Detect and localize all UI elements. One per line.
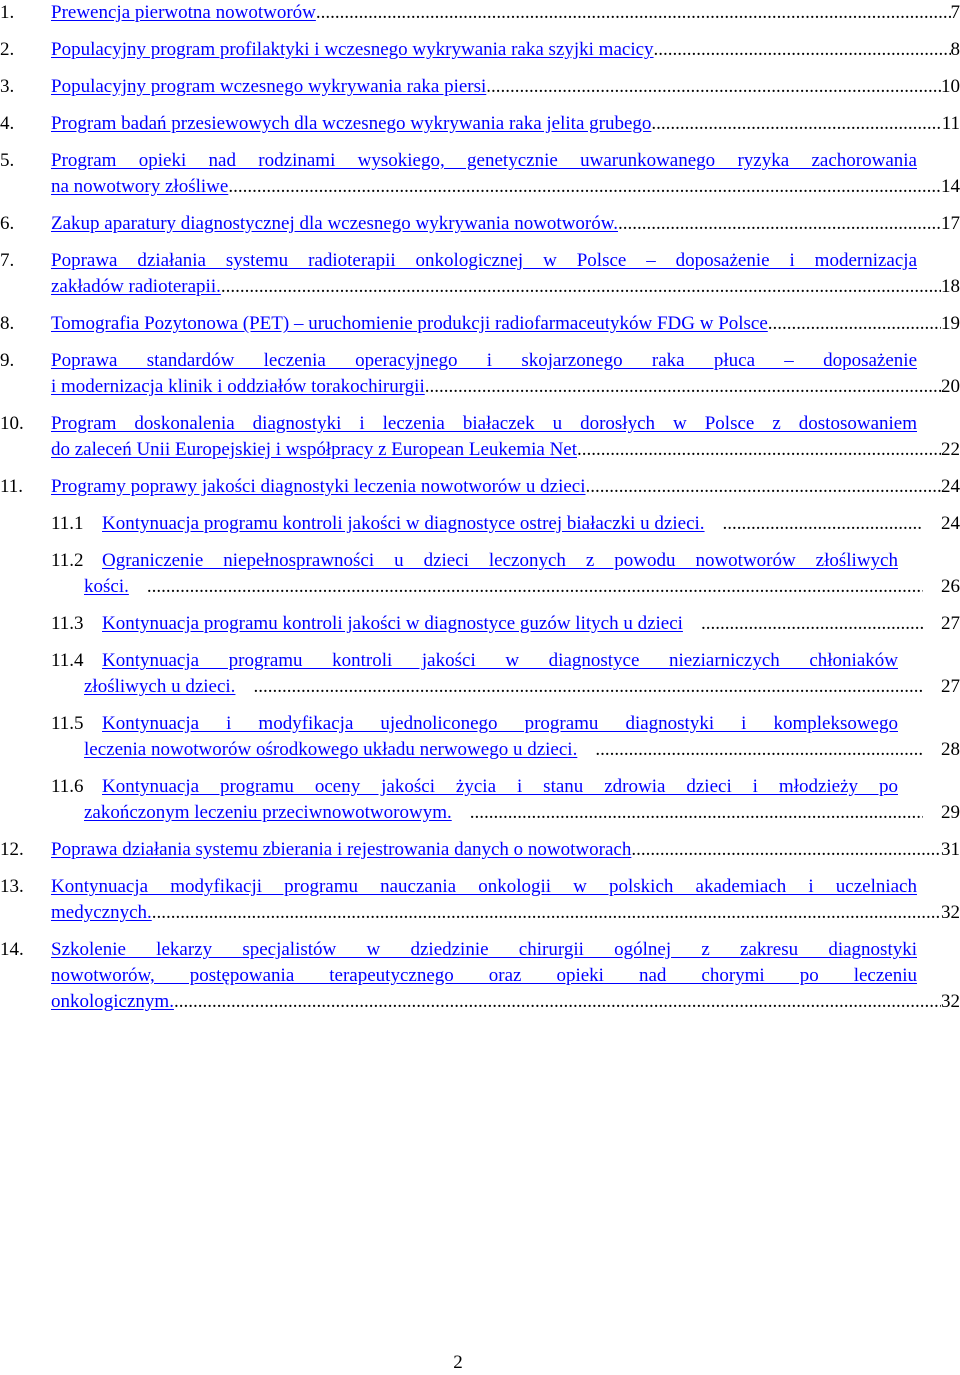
dot-leader	[129, 574, 923, 600]
toc-entry-number: 11.3	[51, 613, 84, 634]
toc-entry-number: 10.	[0, 413, 24, 434]
dot-leader	[651, 111, 941, 137]
dot-leader	[316, 0, 951, 26]
toc-entry-number: 4.	[0, 113, 15, 134]
toc-entry-link[interactable]: Kontynuacja programu kontroli jakości w diagnostyce nieziarniczych chłoniaków	[102, 650, 898, 671]
toc-entry-number: 9.	[0, 350, 15, 371]
toc-entry-link[interactable]: medycznych.	[51, 902, 152, 923]
dot-leader	[654, 37, 951, 63]
toc-page-number: 28	[941, 739, 960, 760]
toc-entry-link[interactable]: i modernizacja klinik i oddziałów torakochirurgii	[51, 376, 425, 397]
toc-entry-link[interactable]: zakładów radioterapii.	[51, 276, 221, 297]
toc-entry-link[interactable]: Zakup aparatury diagnostycznej dla wczesnego wykrywania nowotworów.	[51, 213, 618, 234]
toc-entry-number: 7.	[0, 250, 15, 271]
toc-entry-number: 11.4	[51, 650, 84, 671]
toc-page-number: 17	[941, 213, 960, 234]
toc-entry-number: 11.5	[51, 713, 84, 734]
toc-entry-link[interactable]: kości.	[84, 576, 129, 597]
page-number: 2	[453, 1352, 463, 1373]
toc-page-number: 11	[941, 113, 960, 134]
toc-entry-link[interactable]: onkologicznym.	[51, 991, 174, 1012]
toc-page-number: 7	[950, 2, 960, 23]
toc-entry-link[interactable]: Program doskonalenia diagnostyki i leczenia białaczek u dorosłych w Polsce z dostosowaniem	[51, 413, 917, 434]
dot-leader	[577, 437, 941, 463]
dot-leader	[228, 174, 941, 200]
toc-entry-number: 11.2	[51, 550, 84, 571]
toc-entry-link[interactable]: Kontynuacja programu kontroli jakości w diagnostyce guzów litych u dzieci	[102, 613, 683, 634]
toc-entry-number: 6.	[0, 213, 15, 234]
toc-entry-number: 11.	[0, 476, 24, 497]
dot-leader	[235, 674, 923, 700]
toc-entry-number: 5.	[0, 150, 15, 171]
dot-leader	[768, 311, 941, 337]
dot-leader	[452, 800, 923, 826]
toc-entry-link[interactable]: Poprawa działania systemu zbierania i rejestrowania danych o nowotworach	[51, 839, 632, 860]
toc-entry-number: 11.1	[51, 513, 84, 534]
toc-page-number: 22	[941, 439, 960, 460]
toc-page-number: 24	[941, 513, 960, 534]
toc-entry-link[interactable]: Poprawa standardów leczenia operacyjnego i skojarzonego raka płuca – doposażenie	[51, 350, 917, 371]
toc-entry-link[interactable]: Kontynuacja modyfikacji programu nauczania onkologii w polskich akademiach i uczelniach	[51, 876, 917, 897]
toc-entry-link[interactable]: Programy poprawy jakości diagnostyki leczenia nowotworów u dzieci	[51, 476, 586, 497]
toc-page-number: 10	[941, 76, 960, 97]
toc-page-number: 14	[941, 176, 960, 197]
toc-entry-link[interactable]: Tomografia Pozytonowa (PET) – uruchomienie produkcji radiofarmaceutyków FDG w Polsce	[51, 313, 768, 334]
dot-leader	[152, 900, 941, 926]
toc-entry-link[interactable]: na nowotwory złośliwe	[51, 176, 229, 197]
toc-page-number: 27	[941, 613, 960, 634]
toc-entry-link[interactable]: Kontynuacja programu oceny jakości życia i stanu zdrowia dzieci i młodzieży po	[102, 776, 898, 797]
toc-entry-number: 13.	[0, 876, 24, 897]
dot-leader	[174, 989, 941, 1015]
toc-entry-number: 12.	[0, 839, 24, 860]
toc-page-number: 18	[941, 276, 960, 297]
toc-page-number: 24	[941, 476, 960, 497]
toc-entry-link[interactable]: Poprawa działania systemu radioterapii onkologicznej w Polsce – doposażenie i modernizacja	[51, 250, 917, 271]
toc-entry-number: 3.	[0, 76, 15, 97]
toc-entry-link[interactable]: nowotworów, postępowania terapeutycznego oraz opieki nad chorymi po leczeniu	[51, 965, 917, 986]
toc-entry-link[interactable]: leczenia nowotworów ośrodkowego układu nerwowego u dzieci.	[84, 739, 578, 760]
dot-leader	[486, 74, 941, 100]
toc-entry-number: 14.	[0, 939, 24, 960]
toc-page-number: 32	[941, 902, 960, 923]
toc-entry-link[interactable]: złośliwych u dzieci.	[84, 676, 236, 697]
toc-page-number: 32	[941, 991, 960, 1012]
toc-entry-link[interactable]: Populacyjny program profilaktyki i wczesnego wykrywania raka szyjki macicy	[51, 39, 654, 60]
dot-leader	[705, 511, 923, 537]
toc-page-number: 8	[950, 39, 960, 60]
toc-page-number: 19	[941, 313, 960, 334]
toc-entry-link[interactable]: Ograniczenie niepełnosprawności u dzieci leczonych z powodu nowotworów złośliwych	[102, 550, 898, 571]
toc-entry-link[interactable]: zakończonym leczeniu przeciwnowotworowym.	[84, 802, 452, 823]
toc-page-number: 31	[941, 839, 960, 860]
toc-entry-link[interactable]: do zaleceń Unii Europejskiej i współpracy z European Leukemia Net	[51, 439, 577, 460]
toc-page-number: 27	[941, 676, 960, 697]
dot-leader	[631, 837, 941, 863]
dot-leader	[425, 374, 941, 400]
toc-page-number: 26	[941, 576, 960, 597]
toc-entry-number: 8.	[0, 313, 15, 334]
toc-entry-link[interactable]: Populacyjny program wczesnego wykrywania raka piersi	[51, 76, 487, 97]
dot-leader	[618, 211, 941, 237]
toc-entry-number: 1.	[0, 2, 15, 23]
toc-entry-number: 11.6	[51, 776, 84, 797]
toc-entry-link[interactable]: Szkolenie lekarzy specjalistów w dziedzinie chirurgii ogólnej z zakresu diagnostyki	[51, 939, 917, 960]
toc-entry-link[interactable]: Kontynuacja programu kontroli jakości w diagnostyce ostrej białaczki u dzieci.	[102, 513, 705, 534]
toc-entry-link[interactable]: Kontynuacja i modyfikacja ujednoliconego programu diagnostyki i kompleksowego	[102, 713, 898, 734]
toc-page-number: 29	[941, 802, 960, 823]
toc-entry-link[interactable]: Program opieki nad rodzinami wysokiego, genetycznie uwarunkowanego ryzyka zachorowania	[51, 150, 917, 171]
toc-entry-number: 2.	[0, 39, 15, 60]
dot-leader	[683, 611, 923, 637]
dot-leader	[221, 274, 941, 300]
toc-entry-link[interactable]: Prewencja pierwotna nowotworów	[51, 2, 316, 23]
toc-entry-link[interactable]: Program badań przesiewowych dla wczesnego wykrywania raka jelita grubego	[51, 113, 652, 134]
dot-leader	[586, 474, 942, 500]
toc-page-number: 20	[941, 376, 960, 397]
dot-leader	[577, 737, 923, 763]
